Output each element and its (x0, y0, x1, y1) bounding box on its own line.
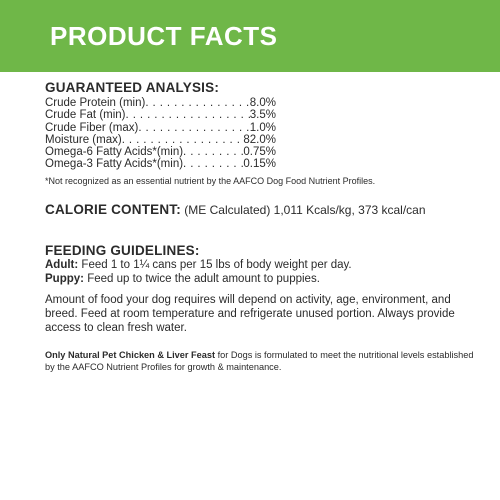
nutrition-statement-text: for Dogs is formulated to meet the nutritional levels established by the AAFCO Nutrient Profiles for growth & maintenance. (45, 349, 474, 372)
puppy-feeding-text: Feed up to twice the adult amount to puppies. (87, 272, 320, 285)
analysis-label: Crude Protein (min) (45, 97, 146, 109)
analysis-label: Omega-3 Fatty Acids*(min) (45, 158, 184, 171)
banner-title: PRODUCT FACTS (50, 20, 278, 51)
analysis-footnote: *Not recognized as an essential nutrient by the AAFCO Dog Food Nutrient Profiles. (45, 175, 376, 186)
feeding-paragraph: Amount of food your dog requires will depend on activity, age, environment, and breed. Feed at room temperature and refrigerate unused portion. Always provide access to clean fresh water. (45, 293, 455, 334)
analysis-value: 1.0% (249, 121, 276, 134)
adult-label: Adult: (45, 258, 79, 271)
analysis-row-moisture (45, 134, 276, 146)
analysis-row-omega-6 (45, 146, 276, 158)
product-facts-content (45, 80, 474, 373)
calorie-content (45, 202, 465, 217)
analysis-label: Moisture (max) (45, 133, 122, 146)
analysis-label: Omega-6 Fatty Acids*(min) (45, 146, 184, 159)
puppy-label: Puppy: (45, 272, 84, 285)
analysis-value: 8.0% (249, 97, 276, 109)
analysis-value: 0.15% (243, 158, 276, 171)
calorie-content-text: (ME Calculated) 1,011 Kcals/kg, 373 kcal/can (184, 202, 426, 217)
puppy-feeding-line (45, 273, 465, 286)
guaranteed-analysis-table (45, 97, 465, 171)
dot-leader (145, 97, 249, 109)
guaranteed-analysis-heading: GUARANTEED ANALYSIS: (45, 80, 220, 95)
product-facts-banner (0, 0, 500, 72)
analysis-value: 3.5% (249, 109, 276, 122)
analysis-value: 82.0% (243, 133, 276, 146)
dot-leader (138, 122, 249, 134)
analysis-row-crude-fiber (45, 122, 276, 134)
adult-feeding-line (45, 259, 465, 272)
analysis-value: 0.75% (243, 146, 276, 159)
analysis-row-omega-3 (45, 158, 276, 170)
dot-leader (183, 146, 243, 158)
calorie-content-heading: CALORIE CONTENT: (45, 201, 181, 217)
dot-leader (183, 158, 243, 170)
analysis-row-crude-protein (45, 97, 276, 109)
analysis-label: Crude Fat (min) (45, 109, 126, 122)
product-name: Only Natural Pet Chicken & Liver Feast (45, 349, 216, 360)
dot-leader (122, 134, 244, 146)
feeding-guidelines-heading: FEEDING GUIDELINES: (45, 242, 200, 258)
nutrition-statement (45, 349, 475, 373)
adult-feeding-text: Feed 1 to 1¼ cans per 15 lbs of body weight per day. (81, 258, 352, 271)
analysis-label: Crude Fiber (max) (45, 121, 139, 134)
analysis-row-crude-fat (45, 109, 276, 121)
dot-leader (126, 109, 250, 121)
